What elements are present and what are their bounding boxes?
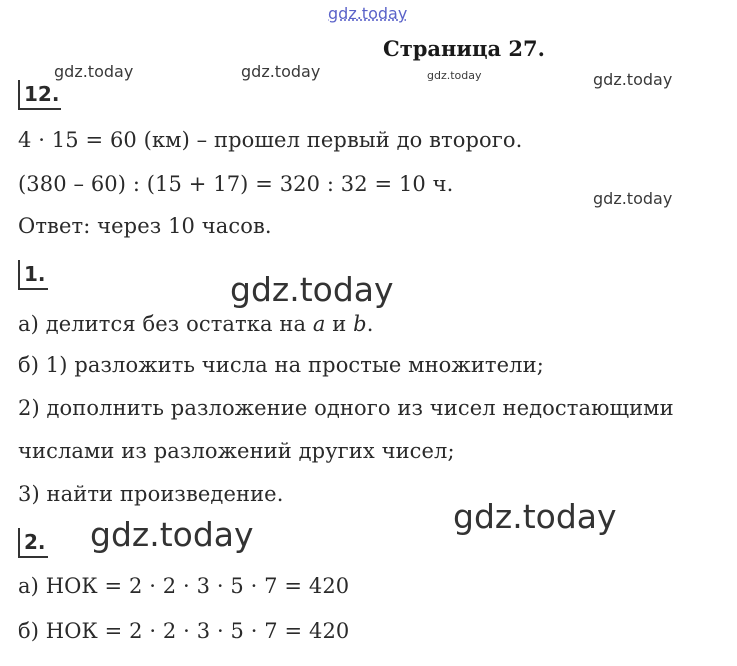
- text: и: [325, 312, 354, 336]
- solution-line: а) НОК = 2 · 2 · 3 · 5 · 7 = 420: [18, 574, 350, 598]
- watermark: gdz.today: [453, 497, 617, 536]
- watermark: gdz.today: [90, 515, 254, 554]
- answer-line: Ответ: через 10 часов.: [18, 214, 272, 238]
- watermark: gdz.today: [427, 69, 482, 82]
- solution-line: (380 – 60) : (15 + 17) = 320 : 32 = 10 ч.: [18, 172, 454, 196]
- problem-number: 12.: [18, 80, 61, 110]
- variable-b: b: [353, 312, 367, 336]
- variable-a: a: [312, 312, 326, 336]
- solution-line: б) НОК = 2 · 2 · 3 · 5 · 7 = 420: [18, 619, 350, 643]
- solution-line: 2) дополнить разложение одного из чисел недостающими: [18, 396, 674, 420]
- page-title: Страница 27.: [383, 36, 545, 61]
- problem-number: 2.: [18, 528, 48, 558]
- watermark: gdz.today: [241, 62, 321, 81]
- watermark: gdz.today: [593, 189, 673, 208]
- solution-line: 4 · 15 = 60 (км) – прошел первый до второго.: [18, 128, 523, 152]
- text: .: [366, 312, 374, 336]
- watermark-top: gdz.today: [328, 4, 408, 23]
- solution-line: [18, 312, 373, 336]
- problem-number: 1.: [18, 260, 48, 290]
- watermark: gdz.today: [593, 70, 673, 89]
- solution-line: б) 1) разложить числа на простые множители;: [18, 353, 544, 377]
- solution-line: числами из разложений других чисел;: [18, 439, 455, 463]
- watermark: gdz.today: [230, 270, 394, 309]
- solution-line: 3) найти произведение.: [18, 482, 284, 506]
- text: а) делится без остатка на: [18, 312, 313, 336]
- watermark: gdz.today: [54, 62, 134, 81]
